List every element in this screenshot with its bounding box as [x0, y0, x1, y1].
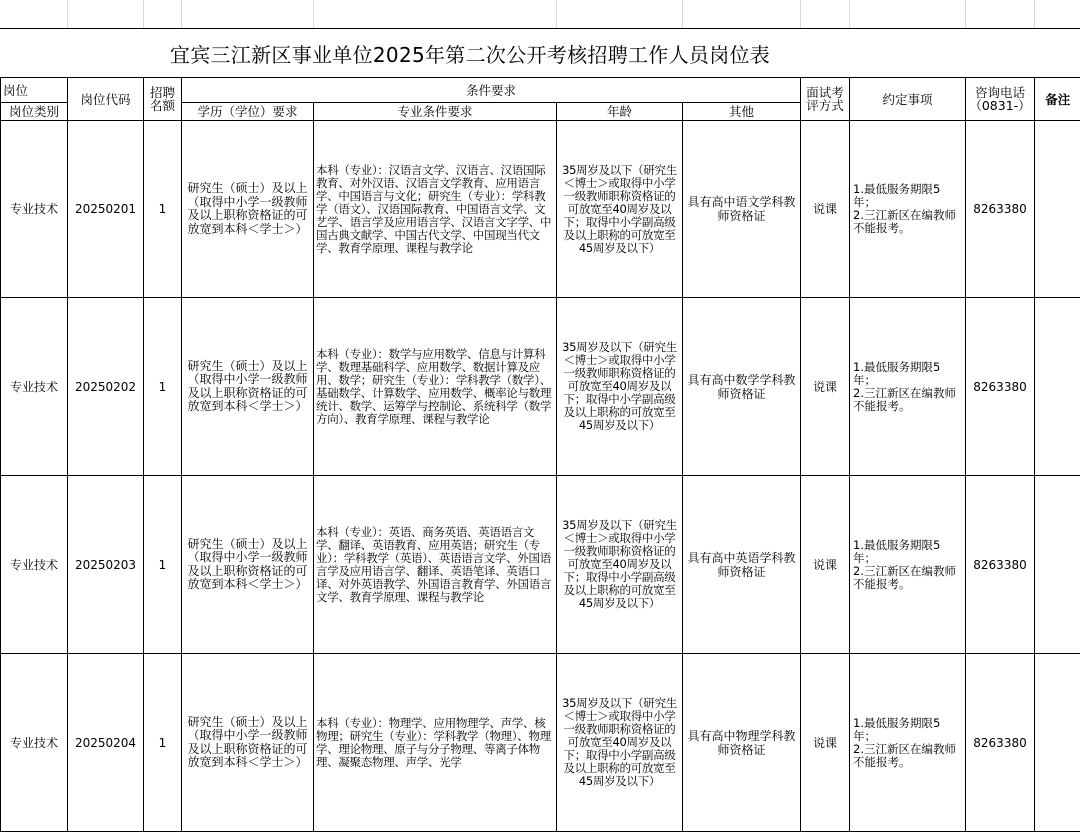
cell-age: 35周岁及以下（研究生＜博士＞或取得中小学一级教师职称资格证的可放宽至40周岁及以下；取得中小学副高级及以上职称的可放宽至45周岁及以下） [557, 121, 683, 298]
cell-major: 本科（专业）：物理学、应用物理学、声学、核物理；研究生（专业）：学科教学（物理）、物理学、理论物理、原子与分子物理、等离子体物理、凝聚态物理、声学、光学 [314, 654, 557, 832]
cell-other: 具有高中物理学科教师资格证 [683, 654, 801, 832]
table-row [1, 476, 1080, 654]
cell-code: 20250204 [68, 654, 144, 832]
table-row [1, 298, 1080, 476]
cell-code: 20250202 [68, 298, 144, 476]
header-phone [966, 78, 1035, 121]
cell-phone: 8263380 [966, 298, 1035, 476]
header-agreement: 约定事项 [850, 78, 966, 121]
header-conditions: 条件要求 [182, 78, 801, 103]
header-phone-line2: （0831-） [966, 99, 1034, 112]
job-table [0, 77, 1080, 832]
cell-major: 本科（专业）：英语、商务英语、英语语言文学、翻译、英语教育、应用英语；研究生（专业）：学科教学（英语）、英语语言文学、外国语言学及应用语言学、翻译、英语笔译、英语口译、对外英语教学、外国语言教育学、外国语言文学、教育学原理、课程与教学论 [314, 476, 557, 654]
cell-phone: 8263380 [966, 476, 1035, 654]
cell-major: 本科（专业）：数学与应用数学、信息与计算科学、数理基础科学、应用数学、数据计算及应用、数学；研究生（专业）：学科教学（数学）、基础数学、计算数学、应用数学、概率论与数理统计、数学、运筹学与控制论、系统科学（数学方向）、教育学原理、课程与教学论 [314, 298, 557, 476]
table-row [1, 121, 1080, 298]
header-code: 岗位代码 [68, 78, 144, 121]
cell-interview: 说课 [801, 298, 850, 476]
cell-interview: 说课 [801, 121, 850, 298]
cell-agreement: 1.最低服务期限5年； 2.三江新区在编教师不能报考。 [850, 298, 966, 476]
header-interview-line1: 面试考 [801, 86, 849, 99]
header-quota [144, 78, 182, 121]
cell-note [1035, 654, 1080, 832]
cell-age: 35周岁及以下（研究生＜博士＞或取得中小学一级教师职称资格证的可放宽至40周岁及以下；取得中小学副高级及以上职称的可放宽至45周岁及以下） [557, 654, 683, 832]
cell-major: 本科（专业）：汉语言文学、汉语言、汉语国际教育、对外汉语、汉语言文学教育、应用语言学、中国语言与文化；研究生（专业）：学科教学（语文）、汉语国际教育、中国语言文学、文艺学、语言学及应用语言学、汉语言文字学、中国古典文献学、中国古代文学、中国现当代文学、教育学原理、课程与教学论 [314, 121, 557, 298]
cell-category: 专业技术 [1, 476, 68, 654]
cell-code: 20250203 [68, 476, 144, 654]
cell-agreement: 1.最低服务期限5年； 2.三江新区在编教师不能报考。 [850, 121, 966, 298]
header-education: 学历（学位）要求 [182, 103, 314, 121]
cell-interview: 说课 [801, 476, 850, 654]
cell-education: 研究生（硕士）及以上（取得中小学一级教师及以上职称资格证的可放宽到本科＜学士＞） [182, 654, 314, 832]
header-interview-line2: 评方式 [801, 99, 849, 112]
cell-phone: 8263380 [966, 121, 1035, 298]
header-phone-line1: 咨询电话 [966, 86, 1034, 99]
cell-age: 35周岁及以下（研究生＜博士＞或取得中小学一级教师职称资格证的可放宽至40周岁及以下；取得中小学副高级及以上职称的可放宽至45周岁及以下） [557, 476, 683, 654]
cell-quota: 1 [144, 476, 182, 654]
cell-note [1035, 298, 1080, 476]
cell-quota: 1 [144, 298, 182, 476]
header-category: 岗位类别 [1, 103, 68, 121]
cell-other: 具有高中英语学科教师资格证 [683, 476, 801, 654]
cell-category: 专业技术 [1, 654, 68, 832]
cell-interview: 说课 [801, 654, 850, 832]
header-gangwei: 岗位 [1, 78, 68, 103]
header-major: 专业条件要求 [314, 103, 557, 121]
cell-education: 研究生（硕士）及以上（取得中小学一级教师及以上职称资格证的可放宽到本科＜学士＞） [182, 476, 314, 654]
header-quota-line2: 名额 [144, 99, 181, 112]
cell-other: 具有高中语文学科教师资格证 [683, 121, 801, 298]
cell-quota: 1 [144, 654, 182, 832]
header-other: 其他 [683, 103, 801, 121]
header-note: 备注 [1035, 78, 1080, 121]
cell-code: 20250201 [68, 121, 144, 298]
cell-agreement: 1.最低服务期限5年； 2.三江新区在编教师不能报考。 [850, 476, 966, 654]
cell-quota: 1 [144, 121, 182, 298]
cell-other: 具有高中数学学科教师资格证 [683, 298, 801, 476]
cell-category: 专业技术 [1, 298, 68, 476]
cell-education: 研究生（硕士）及以上（取得中小学一级教师及以上职称资格证的可放宽到本科＜学士＞） [182, 298, 314, 476]
cell-phone: 8263380 [966, 654, 1035, 832]
cell-age: 35周岁及以下（研究生＜博士＞或取得中小学一级教师职称资格证的可放宽至40周岁及以下；取得中小学副高级及以上职称的可放宽至45周岁及以下） [557, 298, 683, 476]
table-row [1, 654, 1080, 832]
page-title: 宜宾三江新区事业单位2025年第二次公开考核招聘工作人员岗位表 [0, 29, 940, 77]
cell-note [1035, 476, 1080, 654]
cell-education: 研究生（硕士）及以上（取得中小学一级教师及以上职称资格证的可放宽到本科＜学士＞） [182, 121, 314, 298]
header-interview [801, 78, 850, 121]
cell-agreement: 1.最低服务期限5年； 2.三江新区在编教师不能报考。 [850, 654, 966, 832]
sheet-top-grid [0, 0, 1080, 29]
header-quota-line1: 招聘 [144, 86, 181, 99]
cell-category: 专业技术 [1, 121, 68, 298]
cell-note [1035, 121, 1080, 298]
header-age: 年龄 [557, 103, 683, 121]
